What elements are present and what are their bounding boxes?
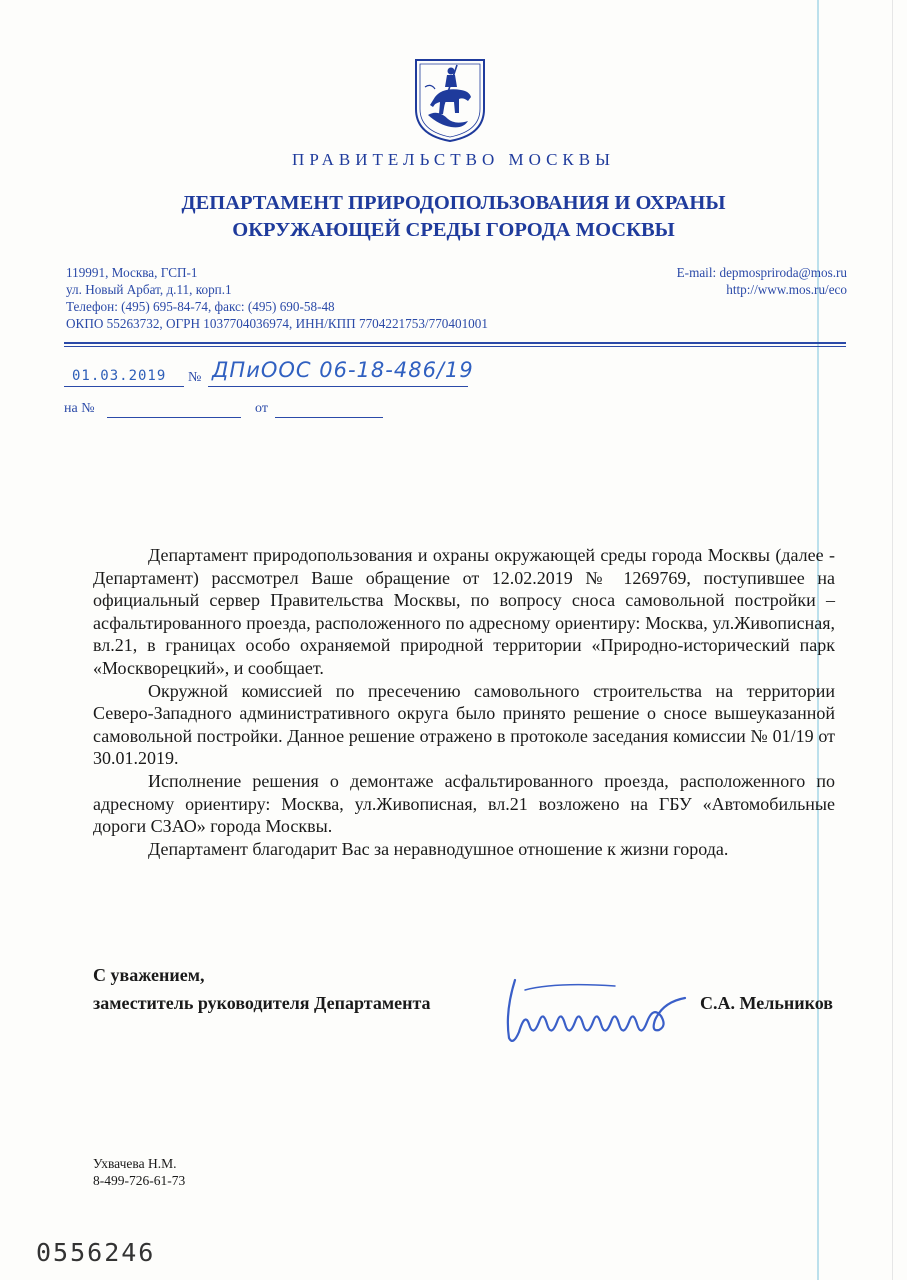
department-contacts: [677, 264, 847, 298]
executor-info: [93, 1155, 185, 1189]
reference-number-label: на №: [64, 401, 95, 416]
department-title-line1: ДЕПАРТАМЕНТ ПРИРОДОПОЛЬЗОВАНИЯ И ОХРАНЫ: [181, 192, 726, 214]
document-serial-number: 0556246: [36, 1238, 156, 1267]
address-line: 119991, Москва, ГСП-1: [66, 265, 198, 280]
reference-date-label: от: [255, 401, 268, 416]
letter-body: [93, 544, 835, 860]
address-line: ул. Новый Арбат, д.11, корп.1: [66, 282, 232, 297]
government-title: ПРАВИТЕЛЬСТВО МОСКВЫ: [292, 150, 615, 169]
signer-position: заместитель руководителя Департамента: [93, 993, 431, 1013]
letterhead-divider: [64, 342, 846, 344]
executor-phone: 8-499-726-61-73: [93, 1173, 186, 1188]
registry-codes-line: ОКПО 55263732, ОГРН 1037704036974, ИНН/КПП 7704221753/770401001: [66, 316, 488, 331]
outgoing-number: ДПиООС 06-18-486/19: [212, 358, 474, 382]
body-paragraph: Окружной комиссией по пресечению самовольного строительства на территории Северо-Западного административного округа было принято решение о сносе вышеуказанной самовольной постройки. Данное решение отражено в протоколе заседания комиссии № 01/19 от 30.01.2019.: [93, 680, 835, 769]
closing-regards: С уважением,: [93, 965, 205, 985]
department-address: [66, 264, 488, 332]
department-title-line2: ОКРУЖАЮЩЕЙ СРЕДЫ ГОРОДА МОСКВЫ: [232, 219, 675, 241]
signer-name: С.А. Мельников: [700, 993, 834, 1013]
moscow-coat-of-arms-icon: [413, 57, 487, 143]
letterhead-divider-thin: [64, 346, 846, 347]
body-paragraph: Департамент благодарит Вас за неравнодушное отношение к жизни города.: [148, 838, 729, 859]
website-link[interactable]: http://www.mos.ru/eco: [726, 282, 847, 297]
outgoing-date: 01.03.2019: [72, 368, 167, 384]
reference-number-field: [107, 401, 241, 418]
reference-date-field: [275, 401, 383, 418]
number-label: №: [188, 370, 202, 385]
body-paragraph: Департамент природопользования и охраны окружающей среды города Москвы (далее - Департамент) рассмотрел Ваше обращение от 12.02.2019 № 1269769, поступившее на официальный сервер Правительства Москвы, по вопросу сноса самовольной постройки – асфальтированного проезда, расположенного по адресному ориентиру: Москва, ул.Живописная, вл.21, в границах особо охраняемой природной территории «Природно-исторический парк «Москворецкий», и сообщает.: [93, 545, 835, 678]
department-title: [0, 190, 907, 244]
executor-name: Ухвачева Н.М.: [93, 1156, 177, 1171]
email-link[interactable]: E-mail: depmospriroda@mos.ru: [676, 265, 847, 280]
phone-fax-line: Телефон: (495) 695-84-74, факс: (495) 690-58-48: [66, 299, 335, 314]
body-paragraph: Исполнение решения о демонтаже асфальтированного проезда, расположенного по адресному ориентиру: Москва, ул.Живописная, вл.21 возложено на ГБУ «Автомобильные дороги СЗАО» города Москвы.: [93, 770, 835, 837]
handwritten-signature: [495, 972, 710, 1052]
